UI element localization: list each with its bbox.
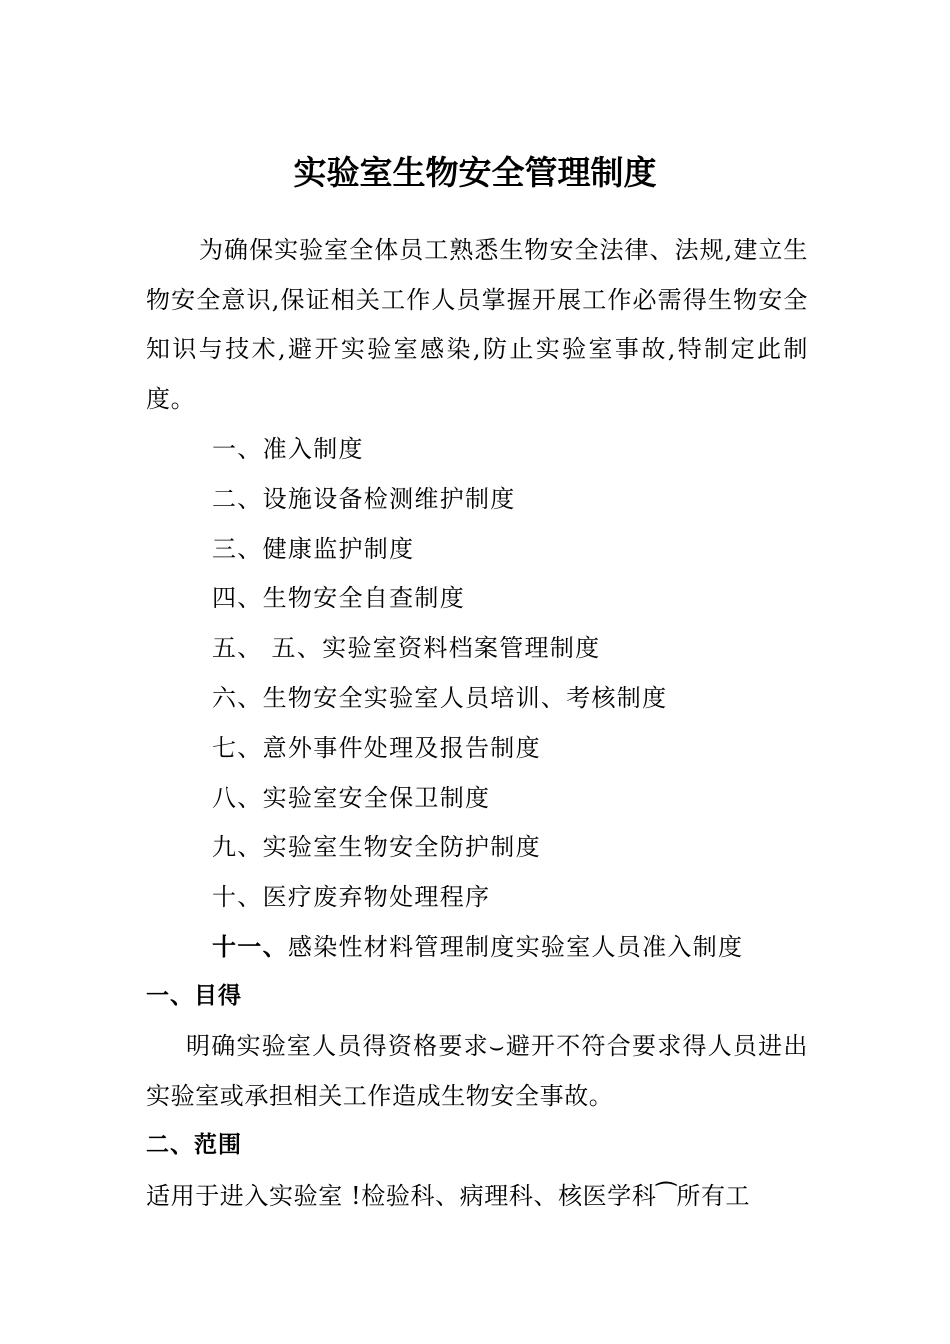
document-title: 实验室生物安全管理制度 xyxy=(293,153,657,193)
regulation-item xyxy=(212,774,743,824)
regulation-number: 三、 xyxy=(212,534,263,563)
regulation-item xyxy=(212,425,743,475)
regulation-label: 健康监护制度 xyxy=(262,534,415,563)
section-body-purpose: 明确实验室人员得资格要求⌣避开不符合要求得人员进出实验室或承担相关工作造成生物安全事故。 xyxy=(146,1032,808,1110)
regulation-number: 一、 xyxy=(212,435,263,463)
regulation-number: 六、 xyxy=(212,683,263,712)
regulation-item xyxy=(212,873,743,923)
regulation-item xyxy=(212,624,743,674)
regulation-label: 生物安全实验室人员培训、考核制度 xyxy=(262,683,668,712)
regulation-label: 医疗废弃物处理程序 xyxy=(262,883,491,912)
regulation-label: 准入制度 xyxy=(262,435,364,463)
section-heading-scope: 二、范围 xyxy=(146,1132,242,1158)
regulation-item xyxy=(212,823,743,873)
regulation-item xyxy=(212,724,743,774)
regulation-item xyxy=(212,674,743,724)
regulation-label: 实验室安全保卫制度 xyxy=(262,783,491,812)
regulation-number: 九、 xyxy=(212,833,263,862)
regulation-label: 意外事件处理及报告制度 xyxy=(262,733,541,762)
regulation-number: 四、 xyxy=(212,584,263,613)
regulation-number: 十、 xyxy=(212,883,263,912)
regulation-number: 二、 xyxy=(212,484,263,513)
regulation-item xyxy=(212,923,743,973)
regulation-list xyxy=(212,425,743,973)
section-heading-purpose: 一、目得 xyxy=(146,983,242,1009)
regulation-label: 生物安全自查制度 xyxy=(262,584,466,613)
regulation-item xyxy=(212,525,743,575)
regulation-label: 设施设备检测维护制度 xyxy=(262,484,516,513)
regulation-number: 八、 xyxy=(212,783,263,812)
section-body-scope: 适用于进入实验室 !检验科、病理科、核医学科⁀所有工 xyxy=(146,1182,751,1210)
regulation-number: 十一、 xyxy=(212,932,288,961)
intro-paragraph: 为确保实验室全体员工熟悉生物安全法律、法规,建立生物安全意识,保证相关工作人员掌握开展工作必需得生物安全知识与技术,避开实验室感染,防止实验室事故,特制定此制度。 xyxy=(146,236,808,413)
regulation-number: 五、 xyxy=(212,634,263,663)
regulation-item xyxy=(212,475,743,525)
regulation-number: 七、 xyxy=(212,733,263,762)
regulation-item xyxy=(212,574,743,624)
regulation-label: 五、实验室资料档案管理制度 xyxy=(262,634,601,663)
regulation-label: 感染性材料管理制度实验室人员准入制度 xyxy=(287,932,744,961)
regulation-label: 实验室生物安全防护制度 xyxy=(262,833,541,862)
